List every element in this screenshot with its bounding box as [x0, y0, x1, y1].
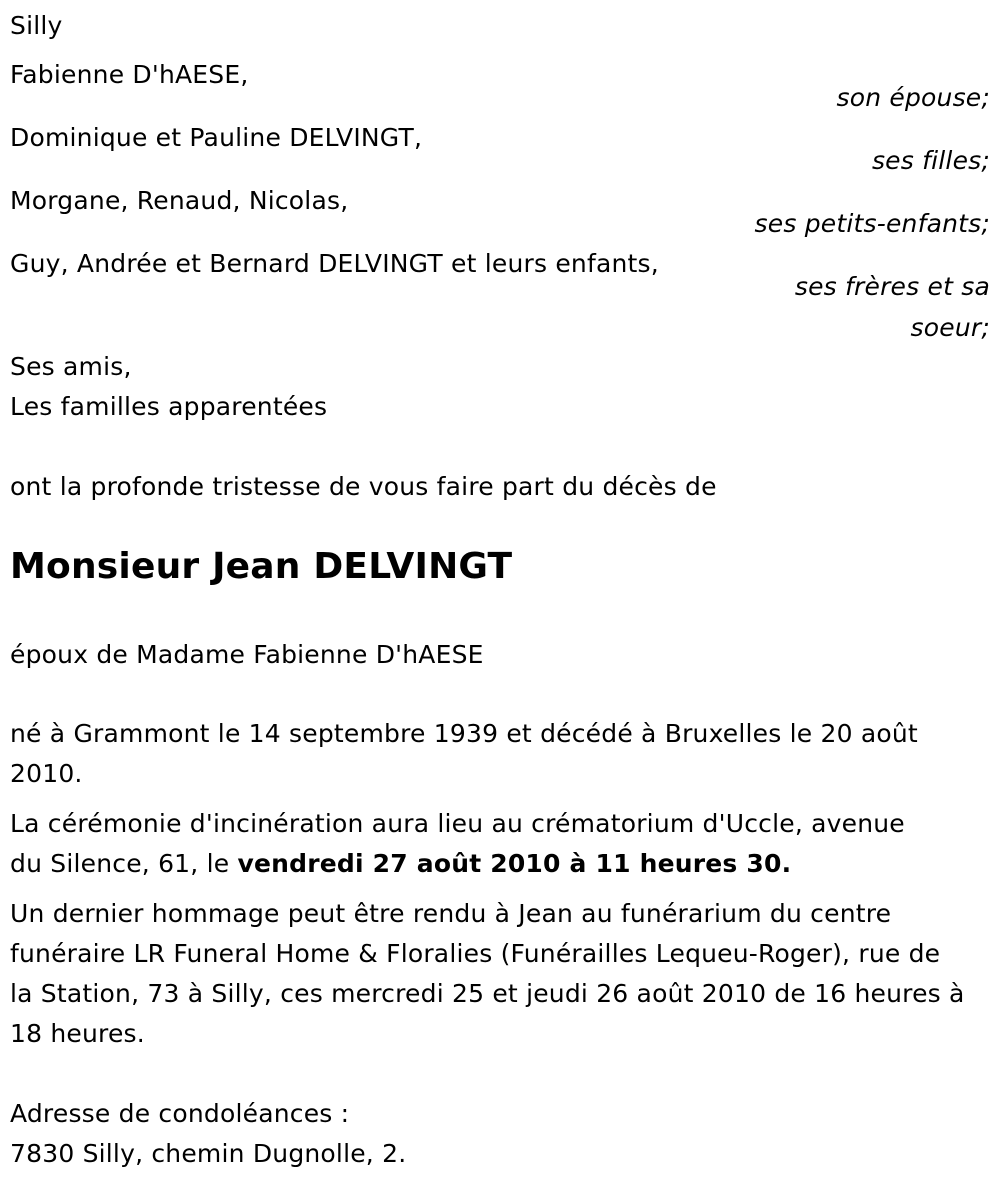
relation-siblings-line1: ses frères et sa: [794, 272, 990, 301]
location-label: Silly: [10, 11, 63, 40]
family-member-grandchildren: Morgane, Renaud, Nicolas,: [10, 186, 349, 215]
families-label: Les familles apparentées: [10, 392, 328, 421]
family-member-spouse: Fabienne D'hAESE,: [10, 60, 249, 89]
family-member-daughters: Dominique et Pauline DELVINGT,: [10, 123, 423, 152]
tribute-line-2: funéraire LR Funeral Home & Floralies (Funérailles Lequeu-Roger), rue de: [10, 939, 941, 968]
ceremony-date-time: vendredi 27 août 2010 à 11 heures 30.: [237, 849, 792, 878]
relation-siblings-line2: soeur;: [910, 313, 990, 342]
announcement-text: ont la profonde tristesse de vous faire part du décès de: [10, 472, 717, 501]
ceremony-location-text: du Silence, 61, le: [10, 849, 238, 878]
condolence-label: Adresse de condoléances :: [10, 1099, 350, 1128]
birth-death-line-2: 2010.: [10, 759, 83, 788]
birth-death-line-1: né à Grammont le 14 septembre 1939 et décédé à Bruxelles le 20 août: [10, 719, 918, 748]
tribute-line-4: 18 heures.: [10, 1019, 145, 1048]
spouse-line: époux de Madame Fabienne D'hAESE: [10, 640, 484, 669]
ceremony-line-1: La cérémonie d'incinération aura lieu au crématorium d'Uccle, avenue: [10, 809, 905, 838]
condolence-address: 7830 Silly, chemin Dugnolle, 2.: [10, 1139, 407, 1168]
deceased-name-heading: Monsieur Jean DELVINGT: [10, 546, 513, 587]
friends-label: Ses amis,: [10, 352, 132, 381]
family-member-siblings: Guy, Andrée et Bernard DELVINGT et leurs enfants,: [10, 249, 659, 278]
relation-spouse: son épouse;: [836, 83, 990, 112]
ceremony-line-2: [10, 844, 791, 884]
tribute-line-1: Un dernier hommage peut être rendu à Jean au funérarium du centre: [10, 899, 892, 928]
tribute-line-3: la Station, 73 à Silly, ces mercredi 25 et jeudi 26 août 2010 de 16 heures à: [10, 979, 965, 1008]
relation-grandchildren: ses petits-enfants;: [754, 209, 990, 238]
relation-daughters: ses filles;: [871, 146, 990, 175]
